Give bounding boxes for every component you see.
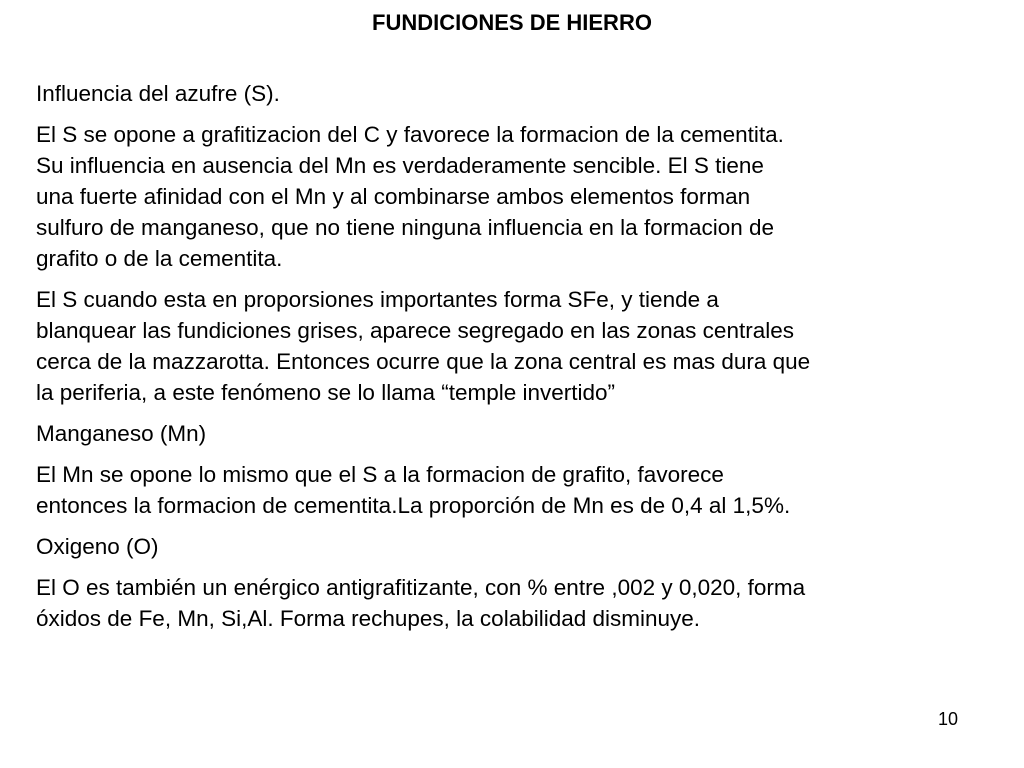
- slide-body: [36, 78, 1018, 644]
- paragraph-manganeso: El Mn se opone lo mismo que el S a la formacion de grafito, favorece entonces la formacion de cementita.La proporción de Mn es de 0,4 al 1,5%.: [36, 462, 791, 518]
- heading-azufre: Influencia del azufre (S).: [36, 81, 280, 106]
- heading-oxigeno: Oxigeno (O): [36, 534, 159, 559]
- heading-manganeso: Manganeso (Mn): [36, 421, 207, 446]
- slide-title: FUNDICIONES DE HIERRO: [372, 10, 652, 35]
- page-number: 10: [938, 709, 959, 729]
- paragraph-azufre-intro: El S se opone a grafitizacion del C y favorece la formacion de la cementita. Su influencia en ausencia del Mn es verdaderamente sencible. El S tiene una fuerte afinidad con el Mn y al combinarse ambos elementos forman sulfuro de manganeso, que no tiene ninguna influencia en la formacion de grafito o de la cementita.: [36, 122, 784, 271]
- paragraph-oxigeno: El O es también un enérgico antigrafitizante, con % entre ,002 y 0,020, forma óxidos de Fe, Mn, Si,Al. Forma rechupes, la colabilidad disminuye.: [36, 575, 806, 631]
- paragraph-azufre-sfe: El S cuando esta en proporsiones importantes forma SFe, y tiende a blanquear las fundiciones grises, aparece segregado en las zonas centrales cerca de la mazzarotta. Entonces ocurre que la zona central es mas dura que la periferia, a este fenómeno se lo llama “temple invertido”: [36, 287, 811, 405]
